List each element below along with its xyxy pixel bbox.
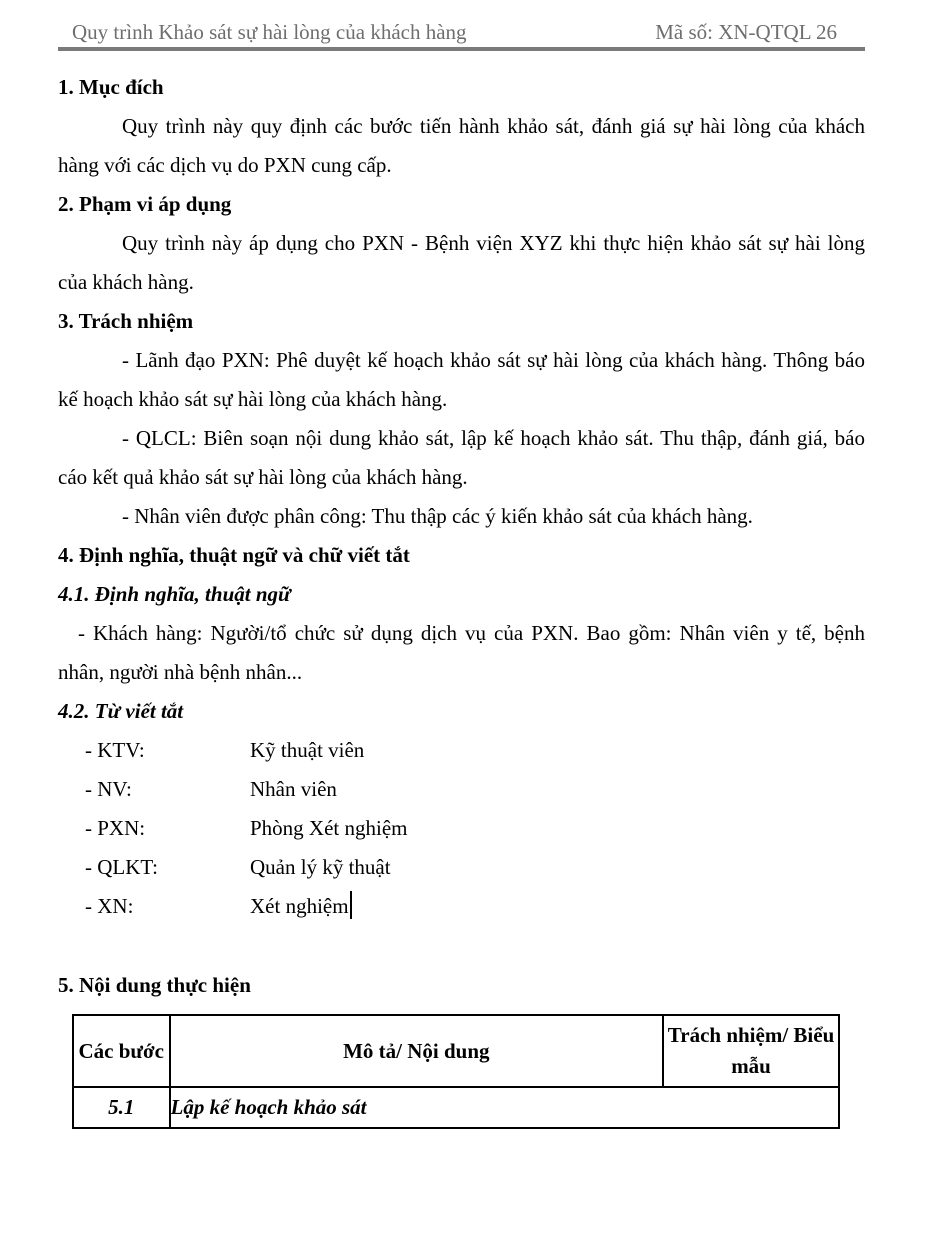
abbreviation-row: [58, 809, 865, 848]
abbreviation-term: - KTV:: [85, 738, 145, 762]
abbreviation-row: [58, 731, 865, 770]
section-2-paragraph: Quy trình này áp dụng cho PXN - Bệnh viện XYZ khi thực hiện khảo sát sự hài lòng của khách hàng.: [58, 231, 865, 294]
abbreviation-term: - QLKT:: [85, 855, 159, 879]
section-4-heading: 4. Định nghĩa, thuật ngữ và chữ viết tắt: [58, 543, 410, 567]
process-table: [72, 1014, 840, 1129]
table-cell-content: Lập kế hoạch khảo sát: [170, 1087, 840, 1128]
section-3-item: - Lãnh đạo PXN: Phê duyệt kế hoạch khảo sát sự hài lòng của khách hàng. Thông báo kế hoạch khảo sát sự hài lòng của khách hàng.: [58, 348, 865, 411]
section-1-heading: 1. Mục đích: [58, 75, 164, 99]
section-3-heading: 3. Trách nhiệm: [58, 309, 194, 333]
table-cell-step: 5.1: [73, 1087, 170, 1128]
abbreviation-row: [58, 848, 865, 887]
document-header: [58, 20, 865, 44]
section-3-item: - QLCL: Biên soạn nội dung khảo sát, lập kế hoạch khảo sát. Thu thập, đánh giá, báo cáo kết quả khảo sát sự hài lòng của khách hàng.: [58, 426, 865, 489]
abbreviation-definition: Nhân viên: [250, 777, 337, 801]
section-3-item: - Nhân viên được phân công: Thu thập các ý kiến khảo sát của khách hàng.: [122, 504, 753, 528]
table-header-responsibility: Trách nhiệm/ Biểu mẫu: [663, 1015, 839, 1087]
table-header-steps: Các bước: [73, 1015, 170, 1087]
abbreviation-term: - NV:: [85, 777, 132, 801]
table-row: [73, 1087, 839, 1128]
abbreviation-definition-text: Xét nghiệm: [250, 894, 349, 918]
section-4-1-paragraph: - Khách hàng: Người/tổ chức sử dụng dịch vụ của PXN. Bao gồm: Nhân viên y tế, bệnh nhân, người nhà bệnh nhân...: [58, 621, 865, 684]
document-title: Quy trình Khảo sát sự hài lòng của khách hàng: [72, 20, 467, 44]
abbreviation-term: - XN:: [85, 894, 134, 918]
abbreviation-definition: Kỹ thuật viên: [250, 738, 365, 762]
abbreviation-row: [58, 887, 865, 926]
abbreviation-definition: [250, 887, 865, 926]
section-4-1-heading: 4.1. Định nghĩa, thuật ngữ: [58, 582, 291, 606]
header-rule: [58, 47, 865, 51]
table-header-row: [73, 1015, 839, 1087]
document-code: Mã số: XN-QTQL 26: [655, 20, 837, 44]
table-header-description: Mô tả/ Nội dung: [170, 1015, 664, 1087]
document-body[interactable]: [58, 68, 865, 1129]
text-cursor-caret: [350, 891, 352, 919]
section-5-heading: 5. Nội dung thực hiện: [58, 973, 251, 997]
abbreviation-definition: Phòng Xét nghiệm: [250, 816, 408, 840]
section-4-2-heading: 4.2. Từ viết tắt: [58, 699, 184, 723]
abbreviation-term: - PXN:: [85, 816, 146, 840]
section-1-paragraph: Quy trình này quy định các bước tiến hành khảo sát, đánh giá sự hài lòng của khách hàng với các dịch vụ do PXN cung cấp.: [58, 114, 865, 177]
abbreviation-row: [58, 770, 865, 809]
abbreviation-definition: Quản lý kỹ thuật: [250, 855, 391, 879]
section-2-heading: 2. Phạm vi áp dụng: [58, 192, 232, 216]
